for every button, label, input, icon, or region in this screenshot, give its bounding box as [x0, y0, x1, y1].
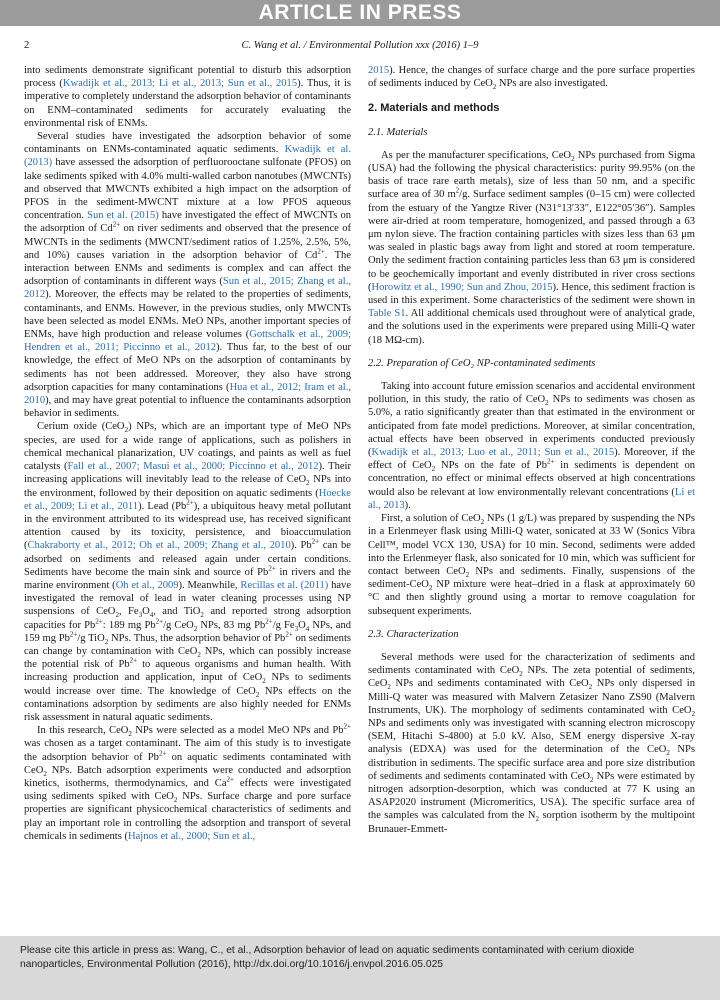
subscript: 2: [193, 624, 198, 633]
text-run: have investigated the removal of lead in water cleaning processes using NP suspensions of CeO: [24, 579, 351, 618]
body-paragraph: [24, 130, 351, 420]
superscript: 2+: [546, 457, 555, 466]
citation-link[interactable]: 2015: [368, 65, 390, 76]
subscript: 2: [666, 749, 670, 758]
subscript: 4: [149, 611, 154, 620]
subscript: 2: [200, 611, 204, 620]
text-run: sorption isotherm by the multipoint Brunauer-Emmett-: [368, 810, 695, 835]
subscript: 2: [128, 730, 132, 739]
citation-link[interactable]: Sun et al. (2015): [87, 210, 159, 222]
text-run: NPs into the environment, followed by their deposition on aquatic sediments (: [24, 474, 351, 499]
text-run: NPs. Thus, the adsorption behavior of Pb: [108, 632, 286, 644]
citation-footer: [0, 936, 720, 1000]
text-run: NPs were estimated by nitrogen adsorption-desorption, which was conducted at 77 K using an ASAP2020 instrument (Micromeritics, USA). The specific surface area of the samples was calculated from the N: [368, 770, 695, 822]
text-run: into sediments demonstrate significant potential to disturb this adsorption process (: [24, 65, 351, 90]
text-run: on river sediments and observed that the presence of MWCNTs in the sediments (MWCNT/sediment ratios of 1.25%, 2.5%, 5%, and 10%) causes variation in the adsorption behavior of Cd: [24, 223, 351, 261]
text-run: can be adsorbed on sediments and released again under certain conditions. Sediments have become the main sink and source of Pb: [24, 540, 351, 578]
superscript: 2+: [268, 564, 276, 573]
text-run: NPs distribution in sediments. The specific surface area and pore size distribution of sediments and sediments contaminated with CeO: [368, 744, 695, 782]
citation-link[interactable]: Gottschalk et al., 2009; Hendren et al., 2011; Piccinno et al., 2012: [24, 329, 351, 354]
text-run: ). Thus far, to the best of our knowledge, the effect of MeO NPs on the adsorption of contaminants by sediments has not been addressed. Moreover, they also have strong adsorption capacities for many contaminations (: [24, 342, 351, 393]
body-paragraph: [368, 149, 695, 347]
right-column: [368, 64, 695, 836]
text-run: NPs. Surface charge and pore surface properties are significant physicochemical characteristics of sediments and play an important role in controlling the adsorption and transport of several chemicals in sediments (: [24, 791, 351, 842]
page-number: 2: [24, 40, 30, 51]
text-run: NPs and sediments contaminated with CeO: [390, 678, 589, 690]
text-run: NPs and sediments. Finally, suspensions of the sediment-CeO: [368, 565, 695, 591]
superscript: 2+: [265, 617, 273, 626]
subsection-heading: 2.2. Preparation of CeO₂ NP-contaminated sediments: [368, 357, 596, 369]
superscript: 2+: [112, 220, 121, 229]
text-run: on aquatic sediments contaminated with CeO: [24, 751, 352, 776]
text-run: . All additional chemicals used throughout were of analytical grade, and the solutions used in the experiments were prepared using Milli-Q water (18 MΩ-cm).: [368, 308, 695, 346]
text-run: NPs and sediments only was investigated with scanning electron microscopy (SEM, Hitachi S-4800) at 5.0 kV. Also, SEM energy dispersive X-ray analysis (EDXA) was used for the determination of the CeO: [368, 717, 695, 756]
subscript: 2: [262, 677, 266, 686]
subscript: 3: [294, 624, 299, 633]
text-run: In this research, CeO: [37, 725, 129, 737]
text-run: NPs (1 g/L) was prepared by suspending the NPs in a Erlenmeyer flask using Milli-Q water, sonicated at 33 W (Sonics Vibra Cell™, model VCX 130, USA) for 10 min. Second, sediments were added into the Erlenmeyer flask, also sonicated for 10 min, which was sufficient for contact between CeO: [368, 513, 695, 577]
superscript: 2+: [186, 498, 194, 507]
subscript: 2: [428, 584, 433, 593]
subscript: 2: [43, 769, 47, 778]
text-run: Several studies have investigated the adsorption behavior of some contaminants on ENMs-contaminated aquatic sediments.: [24, 131, 351, 156]
text-run: NPs on the fate of Pb: [435, 460, 547, 472]
left-column: [24, 64, 351, 843]
text-run: NPs, 83 mg Pb: [197, 619, 266, 631]
body-paragraph: [368, 380, 695, 512]
text-run: /g TiO: [77, 632, 105, 644]
superscript: 2+: [317, 247, 325, 256]
superscript: 2+: [155, 617, 164, 626]
text-run: ). Moreover, the effects may be related to the properties of sediments, contaminants, and ENMs. However, in the previous studies, only MWCNTs have been selected as model ENMs. MeO NPs, another important species of ENMs, have high production and release volumes (: [24, 289, 351, 341]
body-paragraph: [24, 724, 351, 843]
subscript: 2: [588, 683, 593, 692]
running-header: [24, 40, 696, 54]
subsection-heading: 2.3. Characterization: [368, 628, 459, 640]
subscript: 3: [138, 611, 143, 620]
journal-reference: C. Wang et al. / Environmental Pollution xxx (2016) 1–9: [241, 40, 479, 51]
citation-link[interactable]: Li et al., 2013: [368, 486, 695, 511]
text-run: in sediments is dependent on concentration, no effect or minimal effects observed at high concentrations would also be relevant at low environmentally relevant concentrations (: [368, 460, 695, 498]
subscript: 2: [519, 670, 523, 679]
text-run: NP mixture were heat–dried in a flask at approximately 60 °C and then slightly ground using a mortar to remove coagulation for subsequent experiments.: [368, 579, 695, 617]
text-run: NPs were selected as a model MeO NPs and Pb: [131, 725, 344, 737]
body-paragraph: [368, 651, 695, 836]
subscript: 2: [124, 426, 129, 435]
text-run: ). Pb: [290, 540, 312, 552]
text-run: to aqueous organisms and human health. With increasing production and application, input of CeO: [24, 659, 352, 684]
citation-link[interactable]: Recillas et al. (2011): [240, 579, 329, 591]
superscript: 2: [455, 186, 460, 195]
article-in-press-banner: ARTICLE IN PRESS: [0, 0, 720, 26]
text-run: ), a ubiquitous heavy metal pollutant in the environment attributed to its widespread use, has received significant attention caused by its toxicity, persistence, and bioaccumulation (: [24, 500, 351, 552]
text-run: ). Moreover, if the effect of CeO: [368, 447, 696, 472]
citation-link[interactable]: Horowitz et al., 1990; Sun and Zhou, 2015: [371, 281, 553, 293]
superscript: 2+: [343, 722, 351, 731]
text-run: . The interaction between ENMs and sediments is complex and can affect the adsorption of contaminants in different ways (: [24, 249, 352, 288]
citation-link[interactable]: Kwadijk et al., 2013; Li et al., 2013; Sun et al., 2015: [62, 78, 298, 90]
subscript: 2: [480, 518, 485, 527]
text-run: NPs effects on the contaminations adsorption by sediments are also highly needed for ENMs risk assessment in natural aquatic sediments.: [24, 685, 352, 723]
subscript: 2: [255, 690, 260, 699]
subscript: 2: [431, 465, 436, 474]
superscript: 2+: [311, 537, 320, 546]
superscript: 2+: [158, 749, 167, 758]
text-run: NPs are also investigated.: [496, 78, 608, 90]
subscript: 2: [571, 154, 575, 163]
subscript: 2: [465, 571, 470, 580]
text-run: ). Lead (Pb: [138, 500, 187, 512]
citation-link[interactable]: Sun et al., 2015; Zhang et al., 2012: [24, 276, 351, 301]
text-run: ).: [404, 499, 411, 511]
citation-link[interactable]: Fall et al., 2007; Masui et al., 2000; Piccinno et al., 2012: [67, 461, 319, 473]
text-run: have investigated the effect of MWCNTs on the adsorption of Cd: [24, 210, 352, 235]
text-run: /g CeO: [163, 619, 194, 631]
citation-link[interactable]: Oh et al., 2009: [115, 579, 179, 591]
body-paragraph: [24, 420, 351, 724]
text-run: NPs. Batch adsorption experiments were conducted and adsorption kinetics, isotherms, thermodynamics, and Ca: [24, 764, 351, 789]
body-paragraph: [24, 64, 351, 130]
subscript: 2: [535, 815, 540, 824]
citation-link[interactable]: Hua et al., 2012; Iram et al., 2010: [24, 381, 351, 407]
citation-link[interactable]: Kwadijk et al. (2013): [24, 144, 351, 169]
body-paragraph: [368, 64, 695, 90]
text-run: have assessed the adsorption of perfluorooctane sulfonate (PFOS) on lake sediments spiked with 4.0% multi-walled carbon nanotubes (MWCNTs) and observed that MWCNTs exhibited a high impact on the adsorption of PFOS in the sediment-MWCNT mixture at a low PFOS aqueous concentration.: [24, 157, 351, 222]
text-run: Taking into account future emission scenarios and accidental environment pollution, in this study, the ratio of CeO: [368, 381, 695, 406]
subsection-heading: 2.1. Materials: [368, 126, 428, 138]
text-run: on sediments can change by contamination with CeO: [24, 632, 351, 657]
text-run: NPs to sediments would increase over time. The knowledge of CeO: [24, 672, 351, 697]
citation-link[interactable]: Hoecke et al., 2009; Li et al., 2011: [24, 487, 351, 512]
text-run: First, a solution of CeO: [381, 513, 481, 525]
body-paragraph: [368, 512, 695, 618]
subscript: 2: [306, 479, 310, 488]
text-run: ). Hence, this sediment fraction is used in this experiment. Some characteristics of the sediment were shown in: [368, 281, 695, 307]
text-run: ), and may have great potential to influence the contaminants adsorption behavior in sediments.: [24, 395, 351, 420]
text-run: NPs purchased from Sigma (USA) had the following the physical characteristics: purity 99.95% (on the basis of trace rare earth metals), size of less than 50 nm, and a specific surface area of 30 m: [368, 149, 696, 201]
subscript: 2: [589, 775, 594, 784]
subscript: 2: [173, 796, 178, 805]
subscript: 2: [104, 637, 109, 646]
text-run: NPs only dispersed in Milli-Q water was measured with Malvern Zetasizer Nano ZS90 (Malvern Instruments, UK). The morphology of sediments contaminated with CeO: [368, 678, 695, 716]
text-run: As per the manufacturer specifications, CeO: [381, 149, 572, 161]
subscript: 2: [197, 651, 201, 660]
section-heading: 2. Materials and methods: [368, 102, 500, 115]
text-run: NPs to sediments was chosen as 5.0%, a ratio significantly greater than that estimated in the environment or anticipated from fate model predictions. Moreover, at similar concentration, actual effects have been observed in experiments conducted previously (: [368, 394, 695, 459]
citation-line-2: nanoparticles, Environmental Pollution (2016), http://dx.doi.org/10.1016/j.envpol.2016.05.025: [20, 958, 444, 970]
text-run: , and TiO: [153, 606, 201, 618]
text-run: NPs. The zeta potential of sediments, CeO: [368, 665, 695, 690]
text-run: Cerium oxide (CeO: [37, 421, 125, 433]
text-run: effects were investigated using sediments spiked with CeO: [24, 777, 351, 803]
text-run: in rivers and the marine environment (: [24, 566, 351, 591]
subscript: 4: [305, 624, 310, 633]
superscript: 2+: [69, 630, 78, 639]
superscript: 2+: [95, 617, 103, 626]
text-run: ). Thus, it is imperative to completely understand the adsorption behavior of contaminants on ENM–contaminated sediments for accurately evaluating the environmental risk of ENMs.: [24, 78, 351, 129]
superscript: 2+: [285, 630, 293, 639]
text-run: NPs, and 159 mg Pb: [24, 619, 351, 644]
text-run: NPs, which can possibly increase the potential risk of Pb: [24, 645, 351, 671]
subscript: 2: [387, 683, 391, 692]
citation-link[interactable]: Chakraborty et al., 2012; Oh et al., 2009; Zhang et al., 2010: [27, 540, 291, 552]
text-run: ). Meanwhile,: [178, 579, 241, 591]
subscript: 2: [115, 611, 119, 620]
text-run: /g Fe: [272, 619, 295, 631]
text-run: O: [298, 619, 306, 631]
text-run: was chosen as a target contaminant. The aim of this study is to investigate the adsorption behavior of Pb: [24, 738, 351, 763]
text-run: ). Hence, the changes of surface charge and the pore surface properties of sediments induced by CeO: [368, 65, 695, 90]
text-run: Several methods were used for the characterization of sediments and sediments contaminated with CeO: [368, 651, 695, 677]
text-run: : 189 mg Pb: [102, 619, 156, 631]
text-run: /g. Surface sediment samples (0–15 cm) were collected from the estuary of the Yangtze River (N31°13′33″, E122°05′36″). Samples were air-dried at room temperature, homogenized, and passed through a 63 μm nylon sieve. The fraction containing particles with sizes less than 63 μm was sealed in plastic bags away from light and stored at room temperature. Only the sediment fraction containing particles less than 63 μm is considered to be geochemically important and evenly distributed in river cross sections (: [368, 189, 695, 293]
citation-line-1: Please cite this article in press as: Wang, C., et al., Adsorption behavior of lead on aquatic sediments contaminated with cerium dioxide: [20, 945, 635, 956]
text-run: ). Their increasing applications will inevitably lead to the release of CeO: [24, 461, 351, 486]
text-run: and reported strong adsorption capacities for Pb: [24, 606, 351, 631]
text-run: , Fe: [118, 606, 139, 618]
text-run: O: [142, 606, 150, 618]
citation-link[interactable]: Kwadijk et al., 2013; Luo et al., 2011; Sun et al., 2015: [371, 447, 615, 459]
subscript: 2: [545, 399, 549, 408]
superscript: 2+: [226, 775, 234, 784]
text-run: ) NPs, which are an important type of MeO NPs species, are used for a wide range of applications, such as polishers in chemical mechanical planarization, UV coatings, and paints as well as fuel catalysts (: [24, 421, 351, 473]
citation-link[interactable]: Hajnos et al., 2000; Sun et al.,: [127, 830, 256, 842]
superscript: 2+: [129, 656, 138, 665]
citation-link[interactable]: Table S1: [368, 308, 406, 320]
subscript: 2: [691, 709, 695, 718]
subscript: 2: [492, 83, 497, 92]
